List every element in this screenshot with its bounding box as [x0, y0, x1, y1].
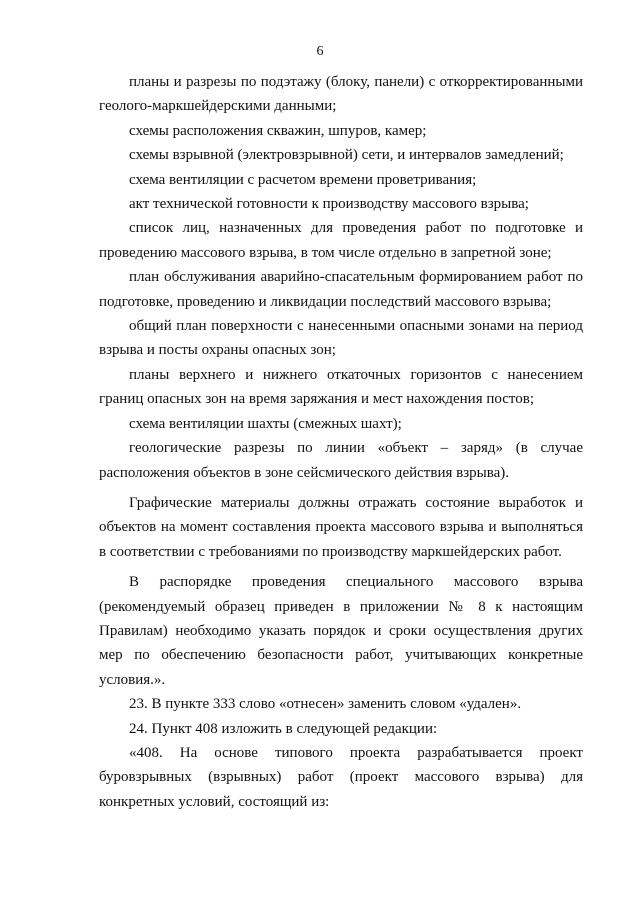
paragraph-special-blast-schedule: В распорядке проведения специального массового взрыва (рекомендуемый образец приведен в приложении № 8 к настоящим Правилам) необходимо указать порядок и сроки осуществления других мер по обеспечению безопасности работ, учитывающих конкретные условия.».: [99, 574, 583, 688]
paragraph-wells-layout: схемы расположения скважин, шпуров, камер;: [129, 122, 427, 139]
paragraph-plans-sections: планы и разрезы по подэтажу (блоку, панели) с откорректированными геолого-маркшейдерскими данными;: [99, 74, 583, 115]
page-number: 6: [316, 44, 324, 59]
paragraph-item-408: «408. На основе типового проекта разрабатывается проект буровзрывных (взрывных) работ (проект массового взрыва) для конкретных условий, состоящий из:: [99, 744, 583, 810]
paragraph-blasting-network: схемы взрывной (электровзрывной) сети, и интервалов замедлений;: [129, 147, 564, 164]
paragraph-mine-ventilation: схема вентиляции шахты (смежных шахт);: [129, 415, 402, 432]
paragraph-item-24: 24. Пункт 408 изложить в следующей редакции:: [129, 720, 438, 737]
paragraph-geological-sections: геологические разрезы по линии «объект – заряд» (в случае расположения объектов в зоне сейсмического действия взрыва).: [99, 440, 583, 481]
document-body: [99, 70, 583, 814]
paragraph-personnel-list: список лиц, назначенных для проведения работ по подготовке и проведению массового взрыва, в том числе отдельно в запретной зоне;: [99, 220, 583, 261]
paragraph-readiness-act: акт технической готовности к производству массового взрыва;: [129, 196, 529, 213]
paragraph-graphic-materials: Графические материалы должны отражать состояние выработок и объектов на момент составления проекта массового взрыва и выполняться в соответствии с требованиями по производству маркшейдерских работ.: [99, 494, 583, 560]
paragraph-ventilation-scheme: схема вентиляции с расчетом времени проветривания;: [129, 171, 477, 188]
paragraph-horizon-plans: планы верхнего и нижнего откаточных горизонтов с нанесением границ опасных зон на время заряжания и мест нахождения постов;: [99, 366, 583, 408]
paragraph-rescue-plan: план обслуживания аварийно-спасательным формированием работ по подготовке, проведению и ликвидации последствий массового взрыва;: [99, 269, 583, 310]
paragraph-surface-plan: общий план поверхности с нанесенными опасными зонами на период взрыва и посты охраны опасных зон;: [99, 318, 583, 359]
paragraph-item-23: 23. В пункте 333 слово «отнесен» заменить словом «удален».: [129, 696, 522, 713]
